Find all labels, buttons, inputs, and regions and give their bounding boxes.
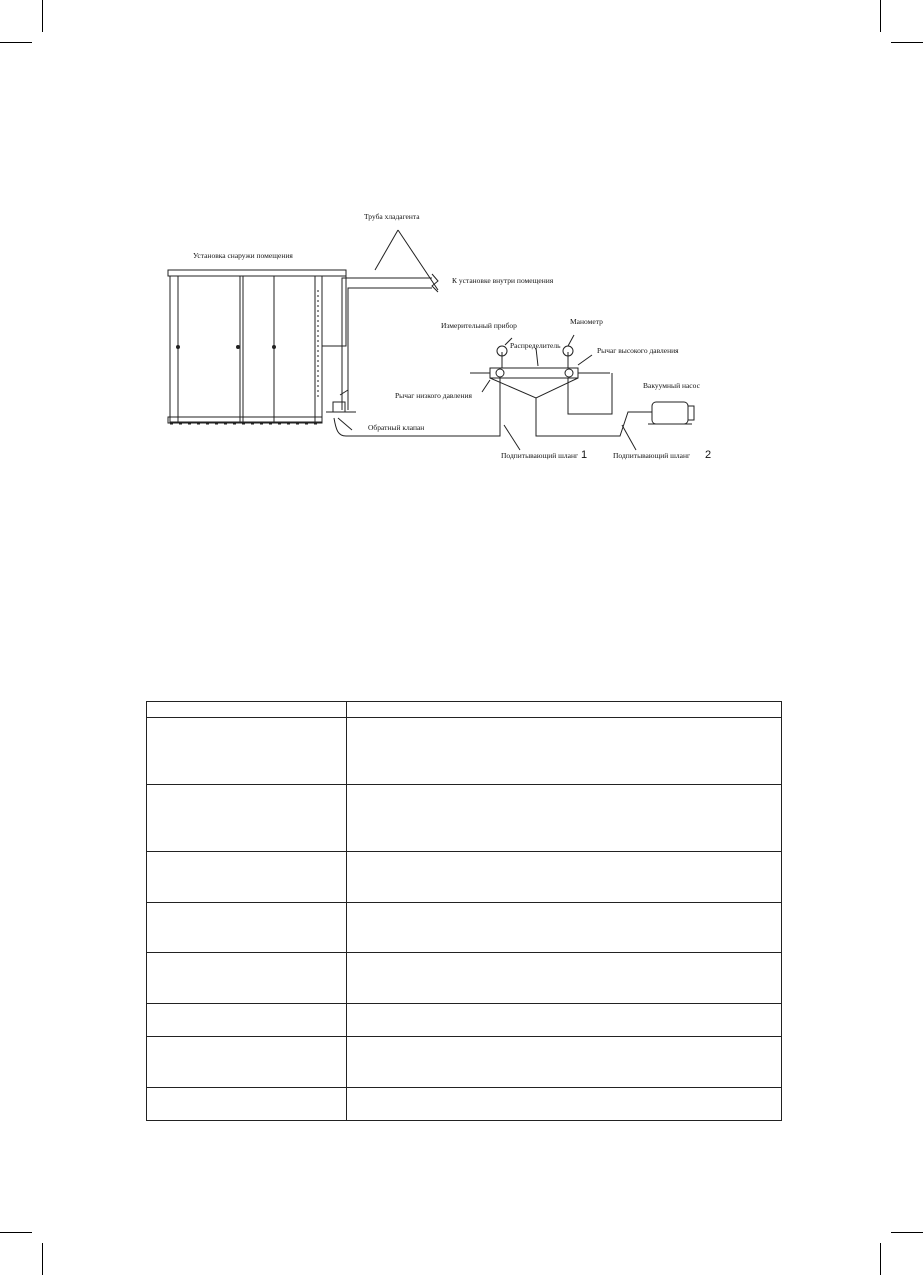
- label-vacuum-pump: Вакуумный насос: [643, 381, 700, 390]
- table-cell: [347, 702, 782, 718]
- label-check-valve: Обратный клапан: [368, 423, 425, 432]
- table-cell: [347, 852, 782, 903]
- label-outdoor-unit: Установка снаружи помещения: [193, 251, 293, 260]
- table-cell: [147, 1088, 347, 1121]
- table-row: [147, 785, 782, 852]
- table-row: [147, 903, 782, 953]
- table-cell: [347, 1004, 782, 1037]
- vacuum-pump-drawing: [648, 402, 694, 424]
- vacuum-installation-diagram: [0, 0, 923, 520]
- table-cell: [147, 903, 347, 953]
- table-row: [147, 852, 782, 903]
- table-row: [147, 702, 782, 718]
- label-manometer: Манометр: [570, 317, 603, 326]
- label-measuring-device: Измерительный прибор: [441, 321, 517, 330]
- table-cell: [347, 903, 782, 953]
- table-cell: [347, 785, 782, 852]
- outdoor-unit-drawing: [168, 270, 346, 424]
- table-row: [147, 1037, 782, 1088]
- label-manifold: Распределитель: [510, 341, 561, 350]
- table-row: [147, 1004, 782, 1037]
- table-row: [147, 953, 782, 1004]
- label-charging-hose-1-number: 1: [581, 449, 588, 461]
- label-charging-hose-1: Подпитывающий шланг: [501, 451, 579, 460]
- specification-table: [146, 701, 782, 1121]
- table-cell: [147, 702, 347, 718]
- table-cell: [147, 953, 347, 1004]
- crop-mark-bottom-right-v: [880, 1243, 881, 1275]
- label-charging-hose-2: Подпитывающий шланг: [613, 451, 691, 460]
- table-row: [147, 718, 782, 785]
- crop-mark-bottom-right-h: [891, 1232, 923, 1233]
- table-cell: [347, 1088, 782, 1121]
- label-high-pressure-lever: Рычаг высокого давления: [597, 346, 679, 355]
- crop-mark-bottom-left-h: [0, 1232, 32, 1233]
- charging-hose-2: [536, 398, 652, 436]
- table-cell: [147, 1004, 347, 1037]
- table-cell: [347, 1037, 782, 1088]
- table-cell: [347, 718, 782, 785]
- table-cell: [147, 785, 347, 852]
- label-charging-hose-2-number: 2: [705, 449, 712, 461]
- label-refrigerant-pipe: Труба хладагента: [364, 212, 420, 221]
- table-row: [147, 1088, 782, 1121]
- table-cell: [147, 1037, 347, 1088]
- table-cell: [147, 718, 347, 785]
- table-cell: [347, 953, 782, 1004]
- check-valve-drawing: [326, 390, 356, 430]
- refrigerant-pipes: [342, 230, 438, 410]
- crop-mark-bottom-left-v: [42, 1243, 43, 1275]
- label-to-indoor-unit: К установке внутри помещения: [452, 276, 554, 285]
- label-low-pressure-lever: Рычаг низкого давления: [395, 391, 472, 400]
- table-cell: [147, 852, 347, 903]
